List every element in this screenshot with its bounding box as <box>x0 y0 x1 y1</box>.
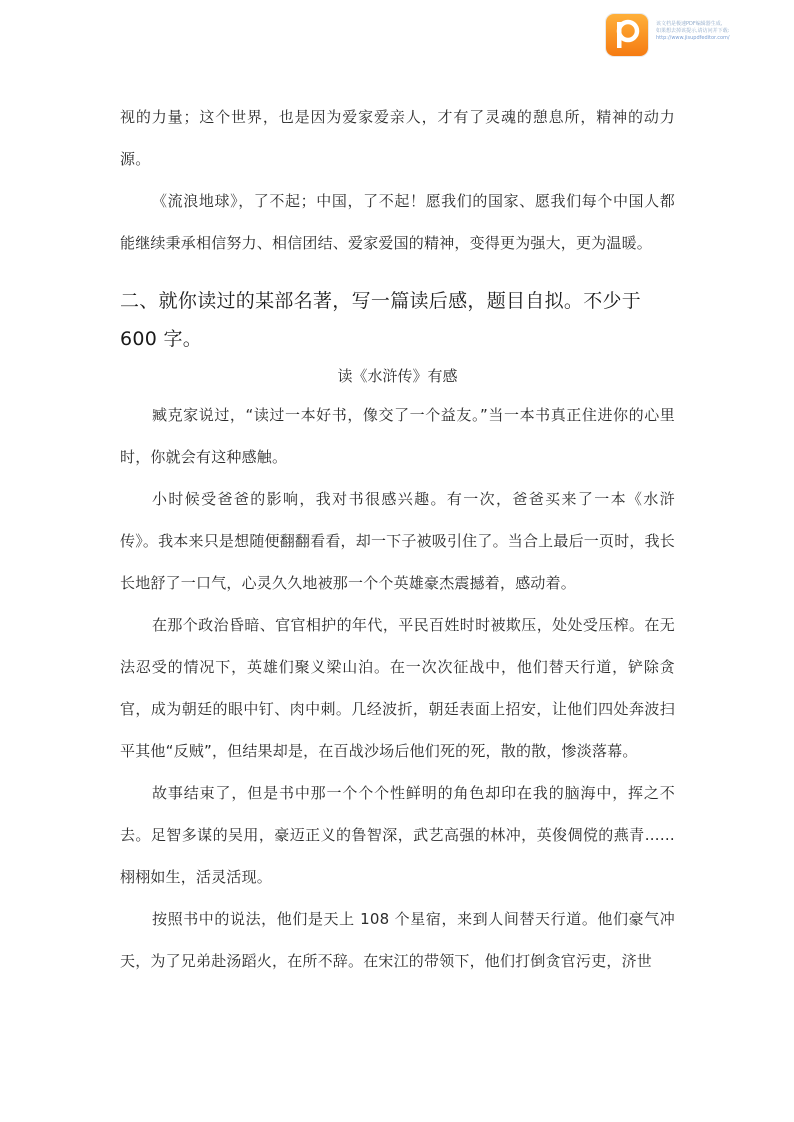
essay-paragraph: 故事结束了，但是书中那一个个个性鲜明的角色却印在我的脑海中，挥之不去。足智多谋的吴用，豪迈正义的鲁智深，武艺高强的林冲，英俊倜傥的燕青……栩栩如生，活灵活现。 <box>120 784 675 886</box>
essay-paragraph: 臧克家说过，“读过一本好书，像交了一个益友。”当一本书真正住进你的心里时，你就会有这种感触。 <box>120 406 675 466</box>
watermark-line-1: 该文档是极速PDF编辑器生成, <box>656 21 723 27</box>
essay-paragraph: 在那个政治昏暗、官官相护的年代，平民百姓时时被欺压，处处受压榨。在无法忍受的情况下，英雄们聚义梁山泊。在一次次征战中，他们替天行道，铲除贪官，成为朝廷的眼中钉、肉中刺。几经波折，朝廷表面上招安，让他们四处奔波扫平其他“反贼”，但结果却是，在百战沙场后他们死的死，散的散，惨淡落幕。 <box>120 616 675 760</box>
question-heading: 二、就你读过的某部名著，写一篇读后感，题目自拟。不少于 600 字。 <box>120 290 642 350</box>
essay-paragraph: 小时候受爸爸的影响，我对书很感兴趣。有一次，爸爸买来了一本《水浒传》。我本来只是想随便翻翻看看，却一下子被吸引住了。当合上最后一页时，我长长地舒了一口气，心灵久久地被那一个个英雄豪杰震撼着，感动着。 <box>120 490 675 592</box>
document-body <box>120 96 675 982</box>
paragraph-continued: 视的力量；这个世界，也是因为爱家爱亲人，才有了灵魂的憩息所，精神的动力源。 <box>120 108 675 168</box>
watermark-line-2: 如果想去掉该提示,请访问并下载: <box>656 28 730 34</box>
paragraph-conclusion: 《流浪地球》，了不起；中国，了不起！愿我们的国家、愿我们每个中国人都能继续秉承相信努力、相信团结、爱家爱国的精神，变得更为强大，更为温暖。 <box>120 192 675 252</box>
watermark-text <box>656 21 786 42</box>
pdf-editor-logo-icon <box>606 14 648 56</box>
pdf-editor-watermark <box>606 14 786 58</box>
essay-paragraph: 按照书中的说法，他们是天上 108 个星宿，来到人间替天行道。他们豪气冲天，为了兄弟赴汤蹈火，在所不辞。在宋江的带领下，他们打倒贪官污吏，济世 <box>120 910 675 970</box>
essay-title: 读《水浒传》有感 <box>337 367 458 385</box>
watermark-url[interactable]: http://www.jisupdfeditor.com/ <box>656 35 730 41</box>
